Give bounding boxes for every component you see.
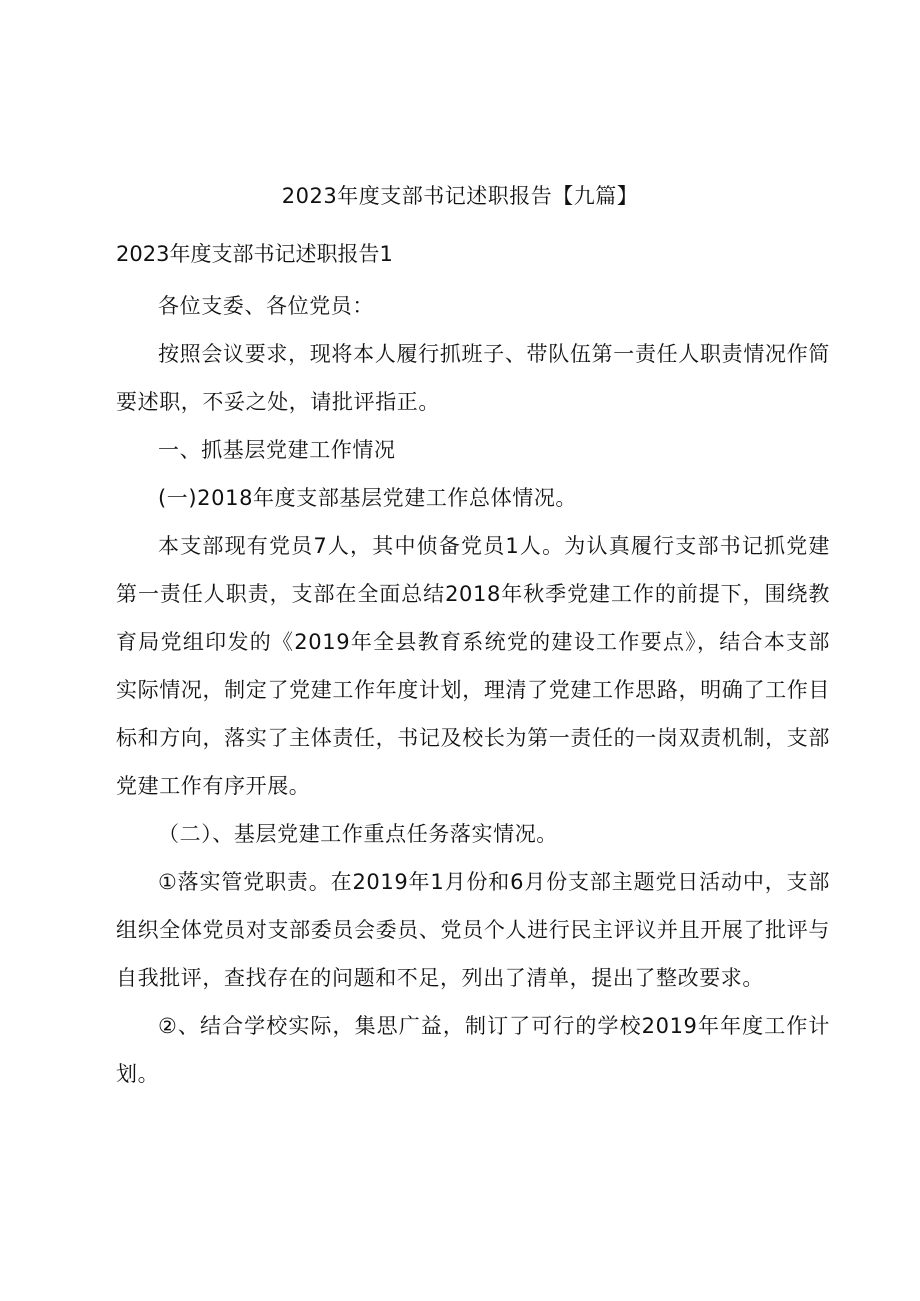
subsection-two-heading: （二）、基层党建工作重点任务落实情况。 bbox=[158, 822, 558, 846]
task-item-1: ①落实管党职责。在2019年1月份和6月份支部主题党日活动中，支部组织全体党员对支部委员会委员、党员个人进行民主评议并且开展了批评与自我批评，查找存在的问题和不足，列出了清单，提出了整改要求。 bbox=[116, 870, 830, 990]
section-heading: 2023年度支部书记述职报告1 bbox=[116, 242, 393, 266]
subsection-one-heading: (一)2018年度支部基层党建工作总体情况。 bbox=[158, 486, 578, 510]
intro-paragraph: 按照会议要求，现将本人履行抓班子、带队伍第一责任人职责情况作简要述职，不妥之处，请批评指正。 bbox=[116, 342, 830, 414]
task-item-2: ②、结合学校实际，集思广益，制订了可行的学校2019年年度工作计划。 bbox=[116, 1014, 830, 1086]
salutation-paragraph: 各位支委、各位党员： bbox=[158, 294, 374, 318]
document-body bbox=[116, 282, 830, 1098]
section-one-heading: 一、抓基层党建工作情况 bbox=[158, 438, 396, 462]
overview-paragraph: 本支部现有党员7人，其中侦备党员1人。为认真履行支部书记抓党建第一责任人职责，支部在全面总结2018年秋季党建工作的前提下，围绕教育局党组印发的《2019年全县教育系统党的建设工作要点》，结合本支部实际情况，制定了党建工作年度计划，理清了党建工作思路，明确了工作目标和方向，落实了主体责任，书记及校长为第一责任的一岗双责机制，支部党建工作有序开展。 bbox=[116, 534, 830, 798]
document-title: 2023年度支部书记述职报告【九篇】 bbox=[281, 184, 639, 208]
